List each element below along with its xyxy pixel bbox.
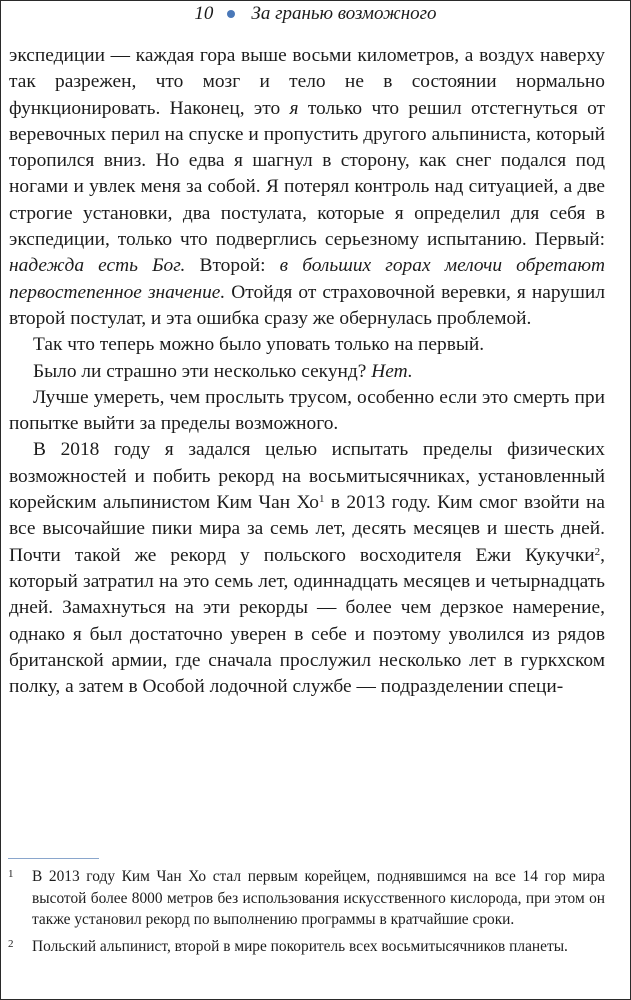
footnote [8, 936, 605, 958]
page-number: 10 [194, 3, 214, 24]
paragraph: Так что теперь можно было уповать только на первый. [33, 334, 485, 356]
body-text [9, 43, 605, 700]
footnote [8, 866, 605, 931]
paragraph: Лучше умереть, чем прослыть трусом, особенно если это смерть при попытке выйти за пределы возможного. [9, 386, 605, 435]
paragraph: экспедиции — каждая гора выше восьми километров, а воздух наверху так разрежен, что мозг и тело не в состоянии нормально функционировать. Наконец, это я только что решил отстегнуться от веревочных перил на спуске и пропустить другого альпиниста, который торопился вниз. Но едва я шагнул в сторону, как снег подался под ногами и увлек меня за собой. Я потерял контроль над ситуацией, а две строгие установки, два постулата, которые я определил для себя в экспедиции, только что подверглись серьезному испытанию. Первый: надежда есть Бог. Второй: в больших горах мелочи обретают первостепенное значение. Отойдя от страховочной веревки, я нарушил второй постулат, и эта ошибка сразу же обернулась проблемой. [9, 45, 606, 329]
footnote-divider [8, 858, 99, 859]
footnote-mark: 1 [8, 868, 14, 880]
bullet-dot-icon [227, 10, 235, 18]
paragraph: В 2018 году я задался целью испытать пределы физических возможностей и побить рекорд на восьмитысячниках, установленный корейским альпинистом Ким Чан $Хо^1$ в 2013 году. Ким смог взойти на все высочайшие пики мира за семь лет, десять месяцев и шесть дней. Почти такой же рекорд у польского восходителя Ежи Кукучки$^2$, который затратил на это семь лет, одиннадцать месяцев и четырнадцать дней. Замахнуться на эти рекорды — более чем дерзкое намерение, однако я был достаточно уверен в себе и поэтому уволился из рядов британской армии, где сначала прослужил несколько лет в гуркхском полку, а затем в Особой лодочной службе — подразделении специ- [9, 439, 605, 698]
running-header [0, 2, 631, 26]
footnote-text: В 2013 году Ким Чан Хо стал первым корейцем, поднявшимся на все 14 гор мира высотой более 8000 метров без использования искусственного кислорода, при этом он также установил рекорд по выполнению программы в кратчайшие сроки. [32, 868, 605, 928]
footnote-mark: 2 [8, 937, 14, 950]
footnote-text: Польский альпинист, второй в мире покоритель всех восьмитысячников планеты. [32, 937, 568, 955]
book-title: За гранью возможного [251, 3, 437, 24]
footnote-ref[interactable]: 2 [594, 545, 601, 558]
footnotes [8, 866, 605, 962]
footnote-ref[interactable]: 1 [318, 493, 325, 506]
paragraph: Было ли страшно эти несколько секунд? Нет. [33, 360, 413, 382]
